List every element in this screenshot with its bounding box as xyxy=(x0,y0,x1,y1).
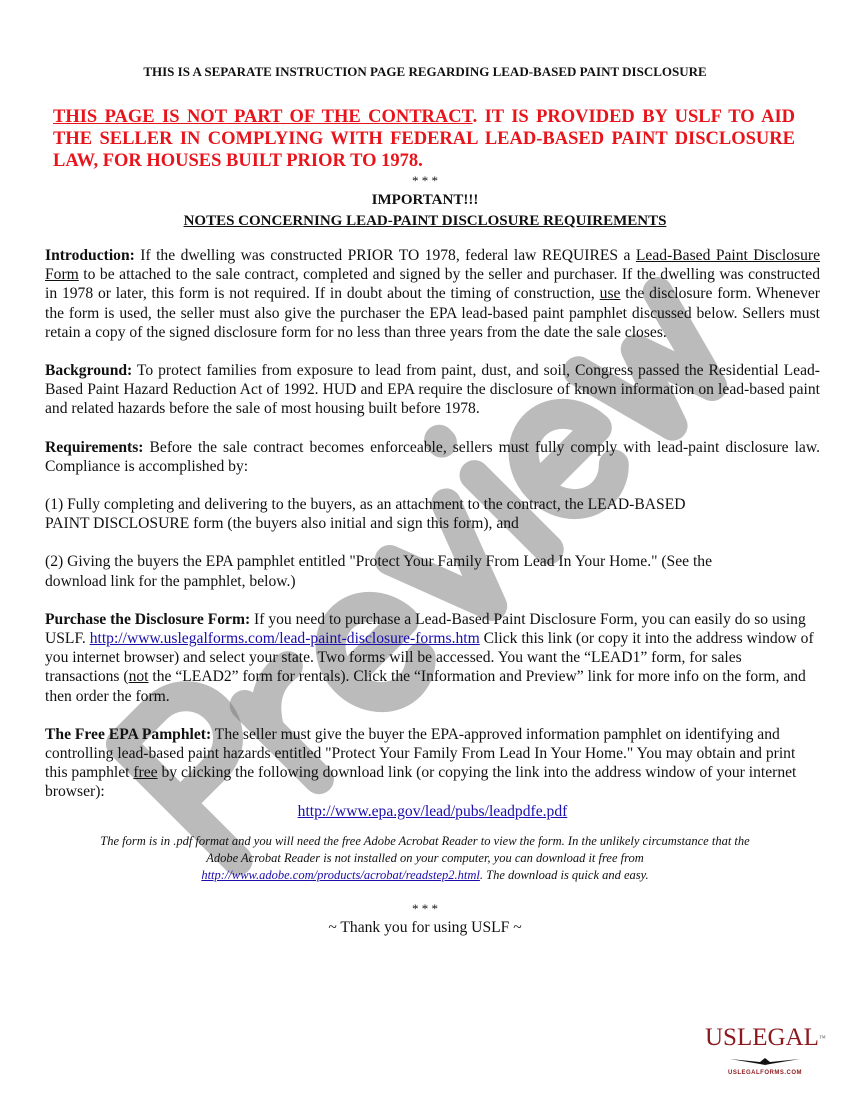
intro-paragraph xyxy=(45,246,820,342)
text: If the dwelling was constructed PRIOR TO 1978, federal law REQUIRES a xyxy=(134,247,636,264)
background-label: Background: xyxy=(45,362,133,380)
important-heading: IMPORTANT!!! xyxy=(371,192,479,208)
notice-underlined: THIS PAGE IS NOT PART OF THE CONTRACT xyxy=(53,107,473,127)
underlined-text: use xyxy=(599,285,621,303)
pamphlet-paragraph xyxy=(45,725,820,802)
background-paragraph xyxy=(45,361,820,419)
pamphlet-label: The Free EPA Pamphlet: xyxy=(45,725,212,743)
acrobat-note xyxy=(95,833,755,884)
text: If you need to purchase a Lead-Based Paint Disclosure Form, you can easily do so using USLF. xyxy=(45,610,806,648)
logo-name: USLEGAL xyxy=(705,1024,819,1051)
item-1: (1) Fully completing and delivering to the buyers, as an attachment to the contract, the LEAD-BASED PAINT DISCLOSURE form (the buyers also initial and sign this form), and xyxy=(45,496,686,533)
adobe-link[interactable]: http://www.adobe.com/products/acrobat/readstep2.html xyxy=(201,867,480,882)
thanks-text: ~ Thank you for using USLF ~ xyxy=(328,918,522,936)
requirements-label: Requirements: xyxy=(45,438,144,456)
underlined-text: not xyxy=(128,668,149,686)
logo-url: USLEGALFORMS.COM xyxy=(728,1070,802,1076)
item-2: (2) Giving the buyers the EPA pamphlet entitled "Protect Your Family From Lead In Your Home." (See the download link for the pamphlet, below.) xyxy=(45,553,713,590)
red-notice xyxy=(53,106,795,172)
epa-pamphlet-link[interactable]: http://www.epa.gov/lead/pubs/leadpdfe.pdf xyxy=(297,802,568,820)
purchase-paragraph xyxy=(45,610,820,706)
page-header: THIS IS A SEPARATE INSTRUCTION PAGE REGARDING LEAD-BASED PAINT DISCLOSURE xyxy=(143,64,707,79)
text: Click this link (or copy it into the address window of you internet browser) and select your state. Two forms will be accessed. You want the “LEAD1” form, for sales transactions ( xyxy=(45,630,814,686)
text: . The download is quick and easy. xyxy=(479,867,649,882)
text: by clicking the following download link (or copying the link into the address window of your internet browser): xyxy=(45,764,797,801)
uslegal-logo xyxy=(705,1024,825,1076)
underlined-text: free xyxy=(133,764,158,782)
text: the disclosure form. Whenever the form is used, the seller must also give the purchaser the EPA lead-based paint pamphlet discussed below. Sellers must retain a copy of the signed disclosure form for no less than three years from the date the sale closes. xyxy=(45,285,821,341)
purchase-label: Purchase the Disclosure Form: xyxy=(45,610,251,628)
underlined-text: Lead-Based Paint Disclosure Form xyxy=(45,247,821,284)
notes-title: NOTES CONCERNING LEAD-PAINT DISCLOSURE REQUIREMENTS xyxy=(183,213,667,229)
notice-text: . IT IS PROVIDED BY USLF TO AID THE SELLER IN COMPLYING WITH FEDERAL LEAD-BASED PAINT DISCLOSURE LAW, FOR HOUSES BUILT PRIOR TO 1978. xyxy=(53,107,796,171)
text: The seller must give the buyer the EPA-approved information pamphlet on identifying and controlling lead-based paint hazards entitled "Protect Your Family From Lead In Your Home." You may obtain and print this pamphlet xyxy=(45,725,796,782)
text: To protect families from exposure to lead from paint, dust, and soil, Congress passed the Residential Lead-Based Paint Hazard Reduction Act of 1992. HUD and EPA require the disclosure of known information on lead-based paint and related hazards before the sale of most housing built before 1978. xyxy=(45,362,820,418)
requirements-paragraph xyxy=(45,438,820,476)
text: The form is in .pdf format and you will need the free Adobe Acrobat Reader to view the form. In the unlikely circumstance that the Adobe Acrobat Reader is not installed on your computer, you can download it free from xyxy=(100,833,750,865)
text: Before the sale contract becomes enforceable, sellers must fully comply with lead-paint disclosure law. Compliance is accomplished by: xyxy=(45,438,820,475)
text: the “LEAD2” form for rentals). Click the “Information and Preview” link for more info on the form, and then order the form. xyxy=(45,668,806,705)
uslegal-link[interactable]: http://www.uslegalforms.com/lead-paint-disclosure-forms.htm xyxy=(89,630,480,648)
text: to be attached to the sale contract, completed and signed by the seller and purchaser. If the dwelling was constructed in 1978 or later, this form is not required. If in doubt about the timing of construction, xyxy=(45,266,820,303)
page-content xyxy=(0,64,850,938)
intro-label: Introduction: xyxy=(45,247,135,264)
eagle-wings-icon xyxy=(730,1057,800,1065)
separator-stars: * * * xyxy=(412,900,438,916)
separator-stars: * * * xyxy=(412,173,438,188)
epa-link-row xyxy=(45,802,820,821)
body-text xyxy=(45,246,820,821)
logo-tm: ™ xyxy=(818,1034,826,1042)
